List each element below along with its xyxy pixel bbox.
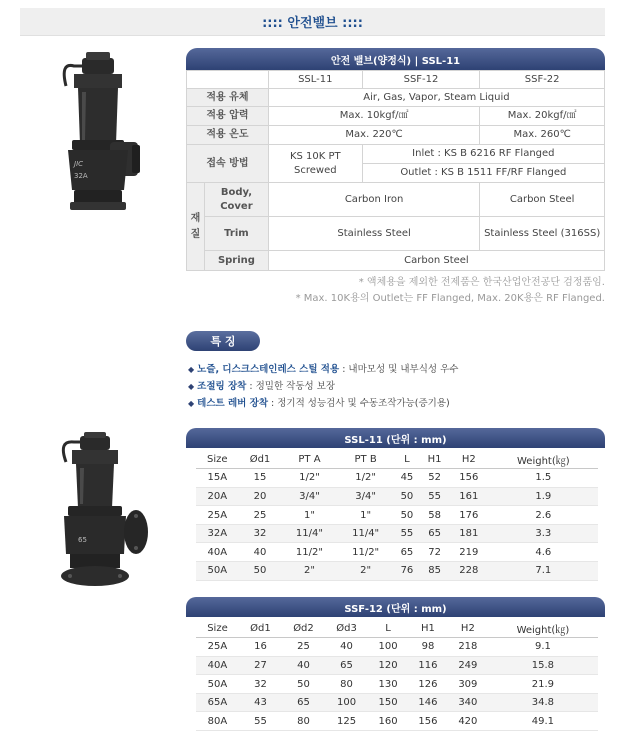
table-cell: 25A — [196, 638, 239, 657]
table-cell: 72 — [420, 543, 449, 562]
table-cell: 50 — [239, 562, 282, 581]
connection-outlet: Outlet : KS B 1511 FF/RF Flanged — [362, 164, 604, 183]
table-cell: 11/2" — [338, 543, 394, 562]
table-row — [196, 543, 598, 562]
table-cell: 1" — [281, 506, 337, 525]
model-ssf22: SSF-22 — [480, 71, 605, 89]
table-cell: 45 — [394, 469, 420, 488]
table-cell: 80 — [325, 675, 368, 694]
table-cell: 40 — [282, 656, 325, 675]
table-cell: 65 — [325, 656, 368, 675]
table-row — [196, 638, 598, 657]
table-cell: 4.6 — [489, 543, 598, 562]
table-header-row — [196, 619, 598, 638]
bullet-icon: ◆ — [188, 382, 195, 391]
page-title: :::: 안전밸브 :::: — [20, 8, 605, 36]
feature-item — [188, 378, 458, 395]
table-cell: 98 — [408, 638, 448, 657]
ssf12-table — [196, 619, 598, 731]
table-cell: 126 — [408, 675, 448, 694]
feature-desc: : 정밀한 작동성 보장 — [246, 381, 336, 392]
bullet-icon: ◆ — [188, 365, 195, 374]
table-row — [196, 469, 598, 488]
table-cell: 16 — [239, 638, 282, 657]
features-list — [188, 361, 458, 412]
trim-label: Trim — [204, 217, 268, 251]
column-header: Weight(㎏) — [489, 450, 598, 469]
temperature-value-260: Max. 260℃ — [480, 126, 605, 145]
table-cell: 40 — [325, 638, 368, 657]
table-cell: 2.6 — [489, 506, 598, 525]
table-cell: 160 — [368, 712, 408, 731]
column-header: Ød3 — [325, 619, 368, 638]
table-cell: 15A — [196, 469, 239, 488]
features-badge: 특 징 — [186, 331, 260, 351]
feature-key: 노즐, 디스크스테인레스 스틸 적용 — [197, 364, 340, 375]
table-cell: 9.1 — [488, 638, 598, 657]
table-row — [196, 487, 598, 506]
valve1-logo-marking: JIC — [74, 160, 84, 168]
table-cell: 50 — [282, 675, 325, 694]
table-cell: 40A — [196, 543, 239, 562]
table-cell: 309 — [448, 675, 488, 694]
table-cell: 65 — [282, 693, 325, 712]
table-cell: 3.3 — [489, 524, 598, 543]
temperature-value-220: Max. 220℃ — [268, 126, 479, 145]
table-cell: 156 — [408, 712, 448, 731]
table-cell: 176 — [449, 506, 489, 525]
table-cell: 125 — [325, 712, 368, 731]
table-cell: 50A — [196, 562, 239, 581]
table-cell: 25 — [282, 638, 325, 657]
fluid-value: Air, Gas, Vapor, Steam Liquid — [268, 89, 604, 107]
column-header: L — [368, 619, 408, 638]
feature-item — [188, 361, 458, 378]
table-row — [196, 506, 598, 525]
spec-note-certification: * 액체용을 제외한 전제품은 한국산업안전공단 검정품임. — [358, 277, 605, 288]
ssf12-table-title: SSF-12 (단위 : mm) — [186, 597, 605, 617]
table-cell: 249 — [448, 656, 488, 675]
valve1-size-marking: 32A — [74, 172, 88, 180]
column-header: Size — [196, 450, 239, 469]
table-row — [196, 675, 598, 694]
table-cell: 25A — [196, 506, 239, 525]
column-header: H2 — [449, 450, 489, 469]
table-cell: 120 — [368, 656, 408, 675]
connection-screwed: KS 10K PT Screwed — [268, 145, 362, 183]
column-header: Ød1 — [239, 619, 282, 638]
temperature-label: 적용 온도 — [187, 126, 269, 145]
table-cell: 100 — [368, 638, 408, 657]
table-cell: 219 — [449, 543, 489, 562]
bullet-icon: ◆ — [188, 399, 195, 408]
column-header: H1 — [420, 450, 449, 469]
spec-table-header: 안전 밸브(양정식) | SSL-11 — [186, 48, 605, 70]
table-cell: 52 — [420, 469, 449, 488]
body-cover-label: Body, Cover — [204, 183, 268, 217]
material-label: 재질 — [187, 183, 205, 271]
table-row — [196, 656, 598, 675]
table-cell: 25 — [239, 506, 282, 525]
table-cell: 2" — [281, 562, 337, 581]
valve2-size-marking: 65 — [78, 536, 87, 544]
table-cell: 2" — [338, 562, 394, 581]
table-cell: 43 — [239, 693, 282, 712]
valve-ssl11-image — [52, 52, 144, 212]
table-cell: 1.5 — [489, 469, 598, 488]
feature-desc: : 내마모성 및 내부식성 우수 — [339, 364, 459, 375]
table-cell: 130 — [368, 675, 408, 694]
table-cell: 420 — [448, 712, 488, 731]
table-cell: 181 — [449, 524, 489, 543]
valve-ssf12-image — [40, 432, 152, 588]
pressure-value-10k: Max. 10kgf/㎠ — [268, 107, 479, 126]
table-cell: 32 — [239, 675, 282, 694]
table-cell: 3/4" — [338, 487, 394, 506]
table-cell: 11/2" — [281, 543, 337, 562]
table-header-row — [196, 450, 598, 469]
table-cell: 58 — [420, 506, 449, 525]
table-cell: 55 — [420, 487, 449, 506]
table-cell: 80 — [282, 712, 325, 731]
table-cell: 228 — [449, 562, 489, 581]
table-cell: 55 — [239, 712, 282, 731]
table-cell: 11/4" — [338, 524, 394, 543]
table-cell: 50 — [394, 487, 420, 506]
body-cover-value-iron: Carbon Iron — [268, 183, 479, 217]
table-cell: 65 — [394, 543, 420, 562]
feature-desc: : 정기적 성능검사 및 수동조작가능(증기용) — [268, 398, 450, 409]
column-header: L — [394, 450, 420, 469]
table-cell: 7.1 — [489, 562, 598, 581]
table-cell: 50 — [394, 506, 420, 525]
table-cell: 15.8 — [488, 656, 598, 675]
table-row — [196, 562, 598, 581]
connection-inlet: Inlet : KS B 6216 RF Flanged — [362, 145, 604, 164]
table-cell: 20A — [196, 487, 239, 506]
table-cell: 1" — [338, 506, 394, 525]
column-header: Size — [196, 619, 239, 638]
column-header: Ød2 — [282, 619, 325, 638]
table-cell: 76 — [394, 562, 420, 581]
feature-item — [188, 395, 458, 412]
table-cell: 1.9 — [489, 487, 598, 506]
table-cell: 3/4" — [281, 487, 337, 506]
table-cell: 34.8 — [488, 693, 598, 712]
pressure-label: 적용 압력 — [187, 107, 269, 126]
table-cell: 20 — [239, 487, 282, 506]
fluid-label: 적용 유체 — [187, 89, 269, 107]
connection-label: 접속 방법 — [187, 145, 269, 183]
column-header: PT B — [338, 450, 394, 469]
table-cell: 1/2" — [281, 469, 337, 488]
table-cell: 218 — [448, 638, 488, 657]
spec-note-outlet: * Max. 10K용의 Outlet는 FF Flanged, Max. 20K용은 RF Flanged. — [295, 293, 605, 304]
trim-value-ss: Stainless Steel — [268, 217, 479, 251]
table-cell: 1/2" — [338, 469, 394, 488]
table-cell: 15 — [239, 469, 282, 488]
table-cell: 11/4" — [281, 524, 337, 543]
table-cell: 65 — [420, 524, 449, 543]
table-cell: 146 — [408, 693, 448, 712]
table-cell: 116 — [408, 656, 448, 675]
table-row — [196, 524, 598, 543]
table-cell: 32 — [239, 524, 282, 543]
table-cell: 40A — [196, 656, 239, 675]
table-cell: 50A — [196, 675, 239, 694]
model-ssf12: SSF-12 — [362, 71, 480, 89]
ssl11-table-title: SSL-11 (단위 : mm) — [186, 428, 605, 448]
trim-value-316ss: Stainless Steel (316SS) — [480, 217, 605, 251]
column-header: Ød1 — [239, 450, 282, 469]
column-header: H1 — [408, 619, 448, 638]
column-header: H2 — [448, 619, 488, 638]
table-cell: 21.9 — [488, 675, 598, 694]
table-cell: 100 — [325, 693, 368, 712]
table-row — [196, 693, 598, 712]
table-cell: 65A — [196, 693, 239, 712]
feature-key: 조절링 장착 — [197, 381, 247, 392]
body-cover-value-steel: Carbon Steel — [480, 183, 605, 217]
table-cell: 40 — [239, 543, 282, 562]
column-header: PT A — [281, 450, 337, 469]
table-cell: 340 — [448, 693, 488, 712]
spec-blank-cell — [187, 71, 269, 89]
table-cell: 55 — [394, 524, 420, 543]
model-ssl11: SSL-11 — [268, 71, 362, 89]
feature-key: 테스트 레버 장착 — [197, 398, 269, 409]
table-cell: 150 — [368, 693, 408, 712]
spec-table — [186, 70, 605, 271]
ssl11-table — [196, 450, 598, 581]
spring-value: Carbon Steel — [268, 251, 604, 271]
table-row — [196, 712, 598, 731]
table-cell: 156 — [449, 469, 489, 488]
table-cell: 49.1 — [488, 712, 598, 731]
spring-label: Spring — [204, 251, 268, 271]
column-header: Weight(㎏) — [488, 619, 598, 638]
table-cell: 32A — [196, 524, 239, 543]
table-cell: 161 — [449, 487, 489, 506]
table-cell: 27 — [239, 656, 282, 675]
pressure-value-20k: Max. 20kgf/㎠ — [480, 107, 605, 126]
table-cell: 85 — [420, 562, 449, 581]
table-cell: 80A — [196, 712, 239, 731]
